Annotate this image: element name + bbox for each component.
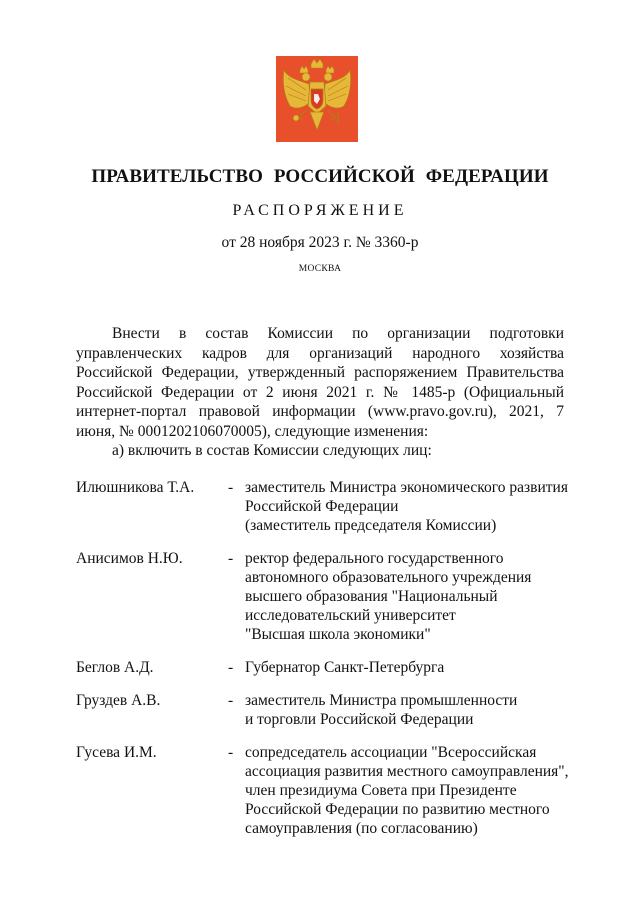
document-city: МОСКВА <box>298 264 342 274</box>
document-date-number: от 28 ноября 2023 г. № 3360-р <box>221 234 419 251</box>
member-role-line: сопредседатель ассоциации "Всероссийская <box>245 744 537 761</box>
member-dash: - <box>228 479 234 496</box>
member-entry <box>76 691 576 729</box>
member-role-line: Российской Федерации по развитию местного <box>245 801 550 818</box>
member-role-line: автономного образовательного учреждения <box>245 569 532 586</box>
member-role-line: исследовательский университет <box>245 607 456 624</box>
member-entry <box>76 743 576 838</box>
member-role-line: заместитель Министра промышленности <box>245 692 518 709</box>
member-role <box>245 478 575 535</box>
member-dash: - <box>228 659 234 676</box>
member-role-line: высшего образования "Национальный <box>245 588 498 605</box>
member-dash: - <box>228 692 234 709</box>
member-role-line: член президиума Совета при Президенте <box>245 782 517 799</box>
member-role-line: "Высшая школа экономики" <box>245 626 431 643</box>
member-role-line: и торговли Российской Федерации <box>245 711 474 728</box>
member-name: Илюшникова Т.А. <box>76 479 195 496</box>
member-dash: - <box>228 550 234 567</box>
member-role-line: ассоциация развития местного самоуправления", <box>245 763 569 780</box>
coat-of-arms-icon <box>276 56 358 142</box>
document-body <box>76 324 564 461</box>
intro-paragraph: Внести в состав Комиссии по организации подготовки управленческих кадров для организаций народного хозяйства Российской Федерации, утвержденный распоряжением Правительства Российской Федерации от 2 июня 2021 г. № 1485-р (Официальный интернет-портал правовой информации (www.pravo.gov.ru), 2021, 7 июня, № 0001202106070005), следующие изменения: <box>76 325 564 440</box>
government-title: ПРАВИТЕЛЬСТВО РОССИЙСКОЙ ФЕДЕРАЦИИ <box>91 166 549 187</box>
member-entry <box>76 478 576 535</box>
member-role-line: заместитель Министра экономического развития <box>245 479 568 496</box>
document-type: РАСПОРЯЖЕНИЕ <box>232 202 408 219</box>
member-entry <box>76 658 576 677</box>
member-role <box>245 743 575 838</box>
member-role-line: (заместитель председателя Комиссии) <box>245 517 497 534</box>
member-role <box>245 691 575 729</box>
member-role-line: ректор федерального государственного <box>245 550 504 567</box>
member-name: Анисимов Н.Ю. <box>76 550 183 567</box>
member-name: Беглов А.Д. <box>76 659 154 676</box>
member-role-line: Губернатор Санкт-Петербурга <box>245 659 445 676</box>
amendment-item-a: а) включить в состав Комиссии следующих лиц: <box>112 442 432 459</box>
member-role <box>245 658 575 677</box>
member-name: Груздев А.В. <box>76 692 161 709</box>
member-role <box>245 549 575 644</box>
member-entry <box>76 549 576 644</box>
member-name: Гусева И.М. <box>76 744 157 761</box>
member-role-line: самоуправления (по согласованию) <box>245 820 478 837</box>
member-role-line: Российской Федерации <box>245 498 399 515</box>
member-dash: - <box>228 744 234 761</box>
members-list <box>76 478 576 852</box>
